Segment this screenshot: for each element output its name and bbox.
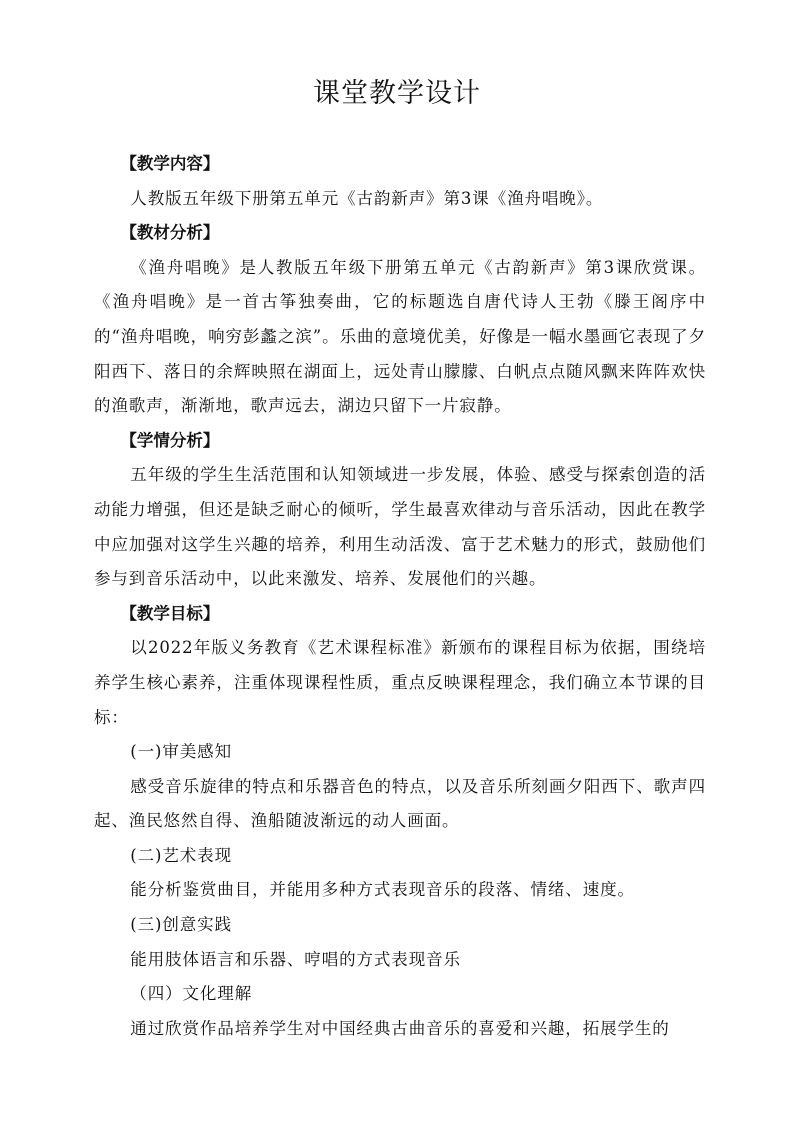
paragraph-goal-practice: 能用肢体语言和乐器、哼唱的方式表现音乐 (130, 949, 461, 969)
paragraph-material: 《渔舟唱晚》是人教版五年级下册第五单元《古韵新声》第3课欣赏课。《渔舟唱晚》是一首古筝独奏曲，它的标题选自唐代诗人王勃《滕王阁序中的“渔舟唱晚，响穷彭蠡之滨”。乐曲的意境优美，好像是一幅水墨画它表现了夕阳西下、落日的余辉映照在湖面上，远处青山朦朦、白帆点点随风飘来阵阵欢快的渔歌声，渐渐地，歌声远去，湖边只留下一片寂静。 (94, 257, 706, 416)
paragraph-goal: 以2022年版义务教育《艺术课程标准》新颁布的课程目标为依据，围绕培养学生核心素养，注重体现课程性质，重点反映课程理念，我们确立本节课的目标： (94, 638, 706, 727)
section-heading-goal: 【教学目标】 (120, 603, 220, 623)
document-body (94, 147, 706, 1046)
paragraph-content: 人教版五年级下册第五单元《古韵新声》第3课《渔舟唱晚》。 (130, 188, 604, 208)
goal-heading-practice: (三)创意实践 (130, 915, 232, 935)
section-heading-material: 【教材分析】 (120, 223, 220, 243)
goal-heading-expression: (二)艺术表现 (130, 845, 232, 865)
goal-heading-aesthetic: (一)审美感知 (130, 742, 232, 762)
paragraph-student: 五年级的学生生活范围和认知领域进一步发展，体验、感受与探索创造的活动能力增强，但还是缺乏耐心的倾听，学生最喜欢律动与音乐活动，因此在教学中应加强对这学生兴趣的培养，利用生动活泼、富于艺术魅力的形式，鼓励他们参与到音乐活动中，以此来激发、培养、发展他们的兴趣。 (94, 465, 706, 589)
section-heading-content: 【教学内容】 (120, 154, 220, 173)
paragraph-goal-culture: 通过欣赏作品培养学生对中国经典古曲音乐的喜爱和兴趣，拓展学生的 (130, 1018, 670, 1038)
paragraph-goal-aesthetic: 感受音乐旋律的特点和乐器音色的特点，以及音乐所刻画夕阳西下、歌声四起、渔民悠然自得、渔船随波渐远的动人画面。 (94, 776, 706, 831)
paragraph-goal-expression: 能分析鉴赏曲目，并能用多种方式表现音乐的段落、情绪、速度。 (130, 880, 635, 900)
page-title: 课堂教学设计 (313, 78, 481, 109)
section-heading-student: 【学情分析】 (120, 430, 220, 450)
goal-heading-culture: （四）文化理解 (130, 984, 253, 1004)
